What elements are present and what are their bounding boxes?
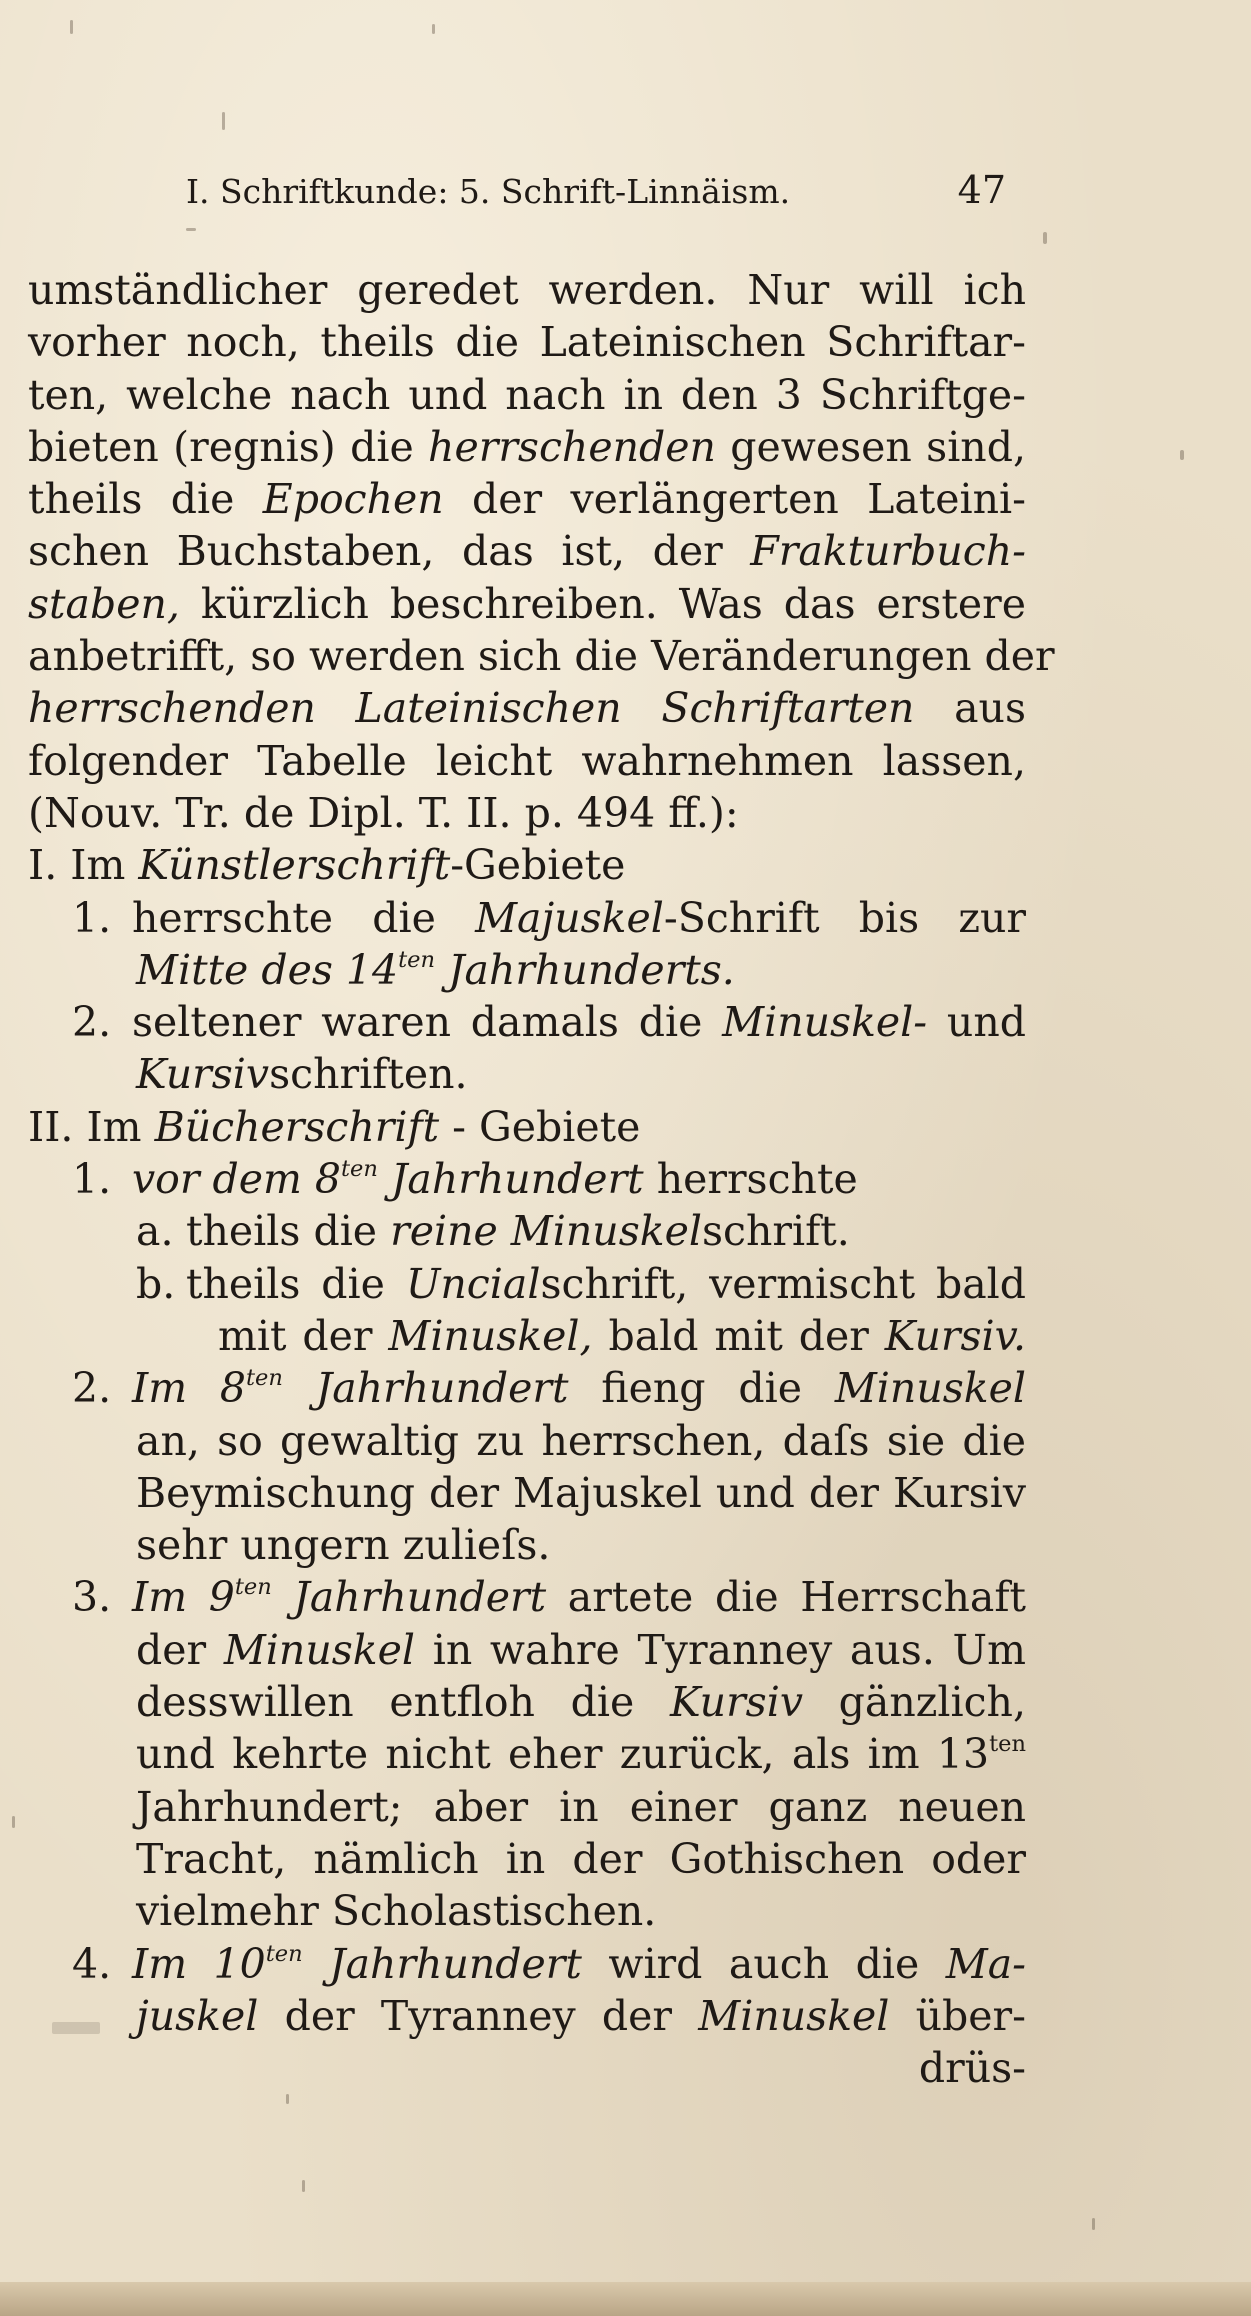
paper-fleck (12, 1816, 15, 1828)
list-item-continuation: desswillen entfloh die Kursiv gänzlich, (136, 1678, 1026, 1727)
running-head (186, 168, 1006, 222)
paper-fleck (432, 24, 435, 34)
text-line: (Nouv. Tr. de Dipl. T. II. p. 494 ff.): (28, 788, 739, 837)
list-item: 3. Im $9^{ten}$ Jahrhundert artete die Herrschaft (72, 1573, 1026, 1622)
text-line: anbetrifft, so werden sich die Veränderungen der (28, 632, 1055, 681)
text-line: umständlicher geredet werden. Nur will ich (28, 266, 1026, 314)
sub-list-item-continuation: mit der Minuskel, bald mit der Kursiv. (218, 1311, 1026, 1360)
text-line: schen Buchstaben, das ist, der Frakturbuch- (28, 527, 1026, 576)
list-item: 2. seltener waren damals die Minuskel- und (72, 998, 1026, 1047)
body-text (28, 264, 1055, 2094)
section-heading: II. Im Bücherschrift - Gebiete (28, 1102, 641, 1151)
list-item-continuation: Jahrhundert; aber in einer ganz neuen (136, 1782, 1026, 1831)
text-line: vorher noch, theils die Lateinischen Schriftar- (28, 318, 1026, 367)
list-item: 1. vor dem $8^{ten}$ Jahrhundert herrschte (72, 1155, 858, 1204)
list-item-continuation: der Minuskel in wahre Tyranney aus. Um (136, 1625, 1026, 1674)
page-number: 47 (957, 168, 1006, 212)
page-edge (0, 2282, 1251, 2316)
list-item-continuation: vielmehr Scholastischen. (136, 1887, 657, 1936)
paper-fleck (1043, 232, 1047, 244)
text-line: herrschenden Lateinischen Schriftarten aus (28, 684, 1026, 733)
list-item-continuation: Kursivschriften. (136, 1050, 468, 1099)
list-item-continuation: Tracht, nämlich in der Gothischen oder (136, 1834, 1026, 1883)
paper-fleck (70, 20, 73, 34)
sub-list-item: b. theils die Uncialschrift, vermischt bald (136, 1259, 1026, 1308)
paper-fleck (1092, 2218, 1095, 2230)
text-line: folgender Tabelle leicht wahrnehmen lassen, (28, 736, 1026, 785)
text-line: staben, kürzlich beschreiben. Was das erstere (28, 579, 1026, 628)
list-item-continuation: und kehrte nicht eher zurück, als im $13^{ten}$ (136, 1730, 1026, 1779)
text-line: theils die Epochen der verlängerten Lateini- (28, 475, 1026, 524)
running-title: I. Schriftkunde: 5. Schrift-Linnäism. (186, 172, 791, 211)
paper-fleck (286, 2094, 289, 2104)
text-line: ten, welche nach und nach in den 3 Schriftge- (28, 370, 1026, 419)
paper-fleck (222, 112, 225, 130)
list-item-continuation: Beymischung der Majuskel und der Kursiv (136, 1468, 1026, 1517)
paper-fleck (186, 228, 196, 231)
list-item-continuation: Mitte des $14^{ten}$ Jahrhunderts. (136, 945, 735, 994)
list-item-continuation: an, so gewaltig zu herrschen, daſs sie die (136, 1416, 1026, 1465)
paper-fleck (302, 2180, 305, 2192)
catchword: drüs- (918, 2044, 1026, 2093)
list-item: 2. Im $8^{ten}$ Jahrhundert fieng die Minuskel (72, 1364, 1026, 1413)
text-line: bieten (regnis) die herrschenden gewesen sind, (28, 422, 1026, 471)
list-item: 1. herrschte die Majuskel-Schrift bis zur (72, 893, 1026, 942)
list-item-continuation: sehr ungern zulieſs. (136, 1521, 551, 1570)
sub-list-item: a. theils die reine Minuskelschrift. (136, 1207, 850, 1256)
paper-fleck (1180, 450, 1184, 460)
section-heading: I. Im Künstlerschrift-Gebiete (28, 841, 626, 890)
list-item: 4. Im $10^{ten}$ Jahrhundert wird auch die Ma- (72, 1939, 1026, 1988)
list-item-continuation: juskel der Tyranney der Minuskel über- (136, 1991, 1027, 2040)
